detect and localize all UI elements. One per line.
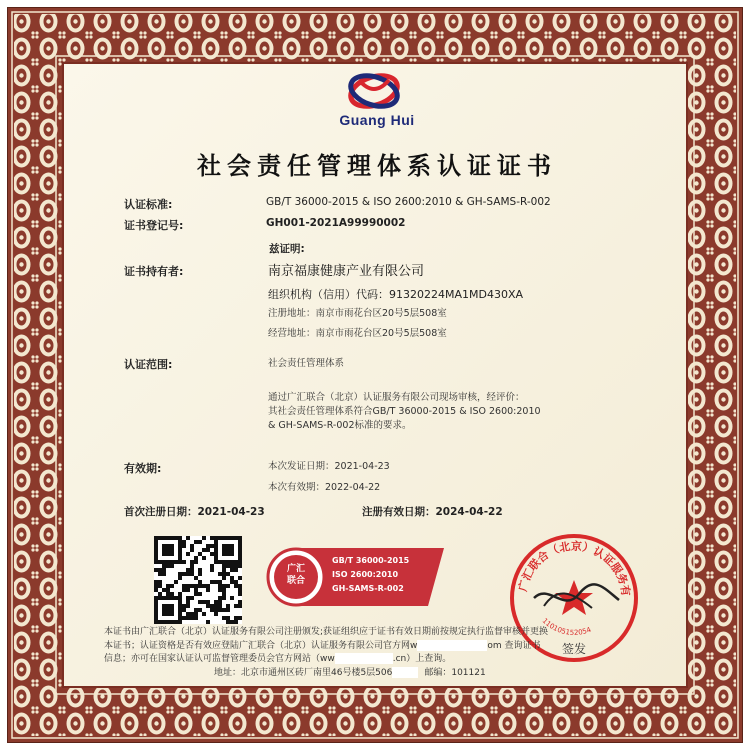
seal-ring-text: 广汇联合（北京）认证服务有 [516,539,633,597]
statement-line-2: 其社会责任管理体系符合GB/T 36000-2015 & ISO 2600:2010 [268,406,541,417]
registered-address: 注册地址：南京市雨花台区20号5层508室 [268,308,447,319]
reg-number-label: 证书登记号: [124,219,184,232]
issue-date: 本次发证日期：2021-04-23 [268,461,390,472]
guanghui-logo-icon [339,68,409,114]
qr-code-icon [154,536,242,624]
holder-label: 证书持有者: [124,265,184,278]
reg-number-value: GH001-2021A99990002 [266,217,406,229]
mark-name-2: 联合 [286,576,305,586]
scope-value: 社会责任管理体系 [268,358,345,369]
reg-valid-value: 2024-04-22 [435,506,503,518]
standard-value: GB/T 36000-2015 & ISO 2600:2010 & GH-SAMS-R-002 [266,196,551,208]
reg-valid-label: 注册有效日期： [362,506,436,518]
footer-address-line [104,667,664,681]
org-code: 组织机构（信用）代码：91320224MA1MD430XA [268,288,524,301]
mark-std-2: ISO 2600:2010 [332,570,399,579]
standard-label: 认证标准: [124,198,173,211]
first-registration [124,504,265,519]
redacted-url-2 [335,653,393,664]
certification-mark [266,544,444,610]
footer-postcode: 邮编：101121 [424,667,486,678]
redacted-address [392,667,418,678]
mark-name-1: 广汇 [286,564,305,574]
registration-valid [362,504,503,519]
redacted-url [417,640,487,651]
footer-line-1: 本证书由广汇联合（北京）认证服务有限公司注册颁发;获证组织应于证书有效日期前按规定执行监督审核并更换 [104,627,549,637]
page-title: 社会责任管理体系认证证书 [197,152,557,180]
certificate-body [62,62,688,688]
sign-label: 签发 [561,642,586,656]
footer-line-2 [104,640,664,654]
scope-label: 认证范围: [124,358,173,371]
footer-line-2b: om 查询证书 [487,640,541,651]
seal-number: 110105152054 [540,616,593,637]
footer-address: 地址：北京市通州区砖厂南里46号楼5层506 [214,667,393,678]
mark-std-1: GB/T 36000-2015 [332,556,410,565]
first-reg-value: 2021-04-23 [197,506,265,518]
holder-name: 南京福康健康产业有限公司 [268,264,425,279]
validity-label: 有效期: [124,462,162,475]
operating-address: 经营地址：南京市雨花台区20号5层508室 [268,328,447,339]
statement-line-3: & GH-SAMS-R-002标准的要求。 [268,420,412,431]
statement-line-1: 通过广汇联合（北京）认证服务有限公司现场审核，经评价： [268,392,525,403]
footer-notice [104,626,664,680]
certificate [8,8,742,742]
proof-label: 兹证明: [269,243,305,255]
footer-line-3 [104,653,664,667]
first-reg-label: 首次注册日期： [124,506,198,518]
footer-line-3b: .cn）上查询。 [392,654,452,664]
mark-std-3: GH-SAMS-R-002 [332,584,404,593]
footer-line-3a: 信息；亦可在国家认证认可监督管理委员会官方网站（ww [104,654,335,664]
logo-text: Guang Hui [339,112,415,128]
expire-date: 本次有效期：2022-04-22 [268,482,381,493]
footer-line-2a: 本证书；认证资格是否有效应登陆广汇联合（北京）认证服务有限公司官方网w [104,640,418,651]
